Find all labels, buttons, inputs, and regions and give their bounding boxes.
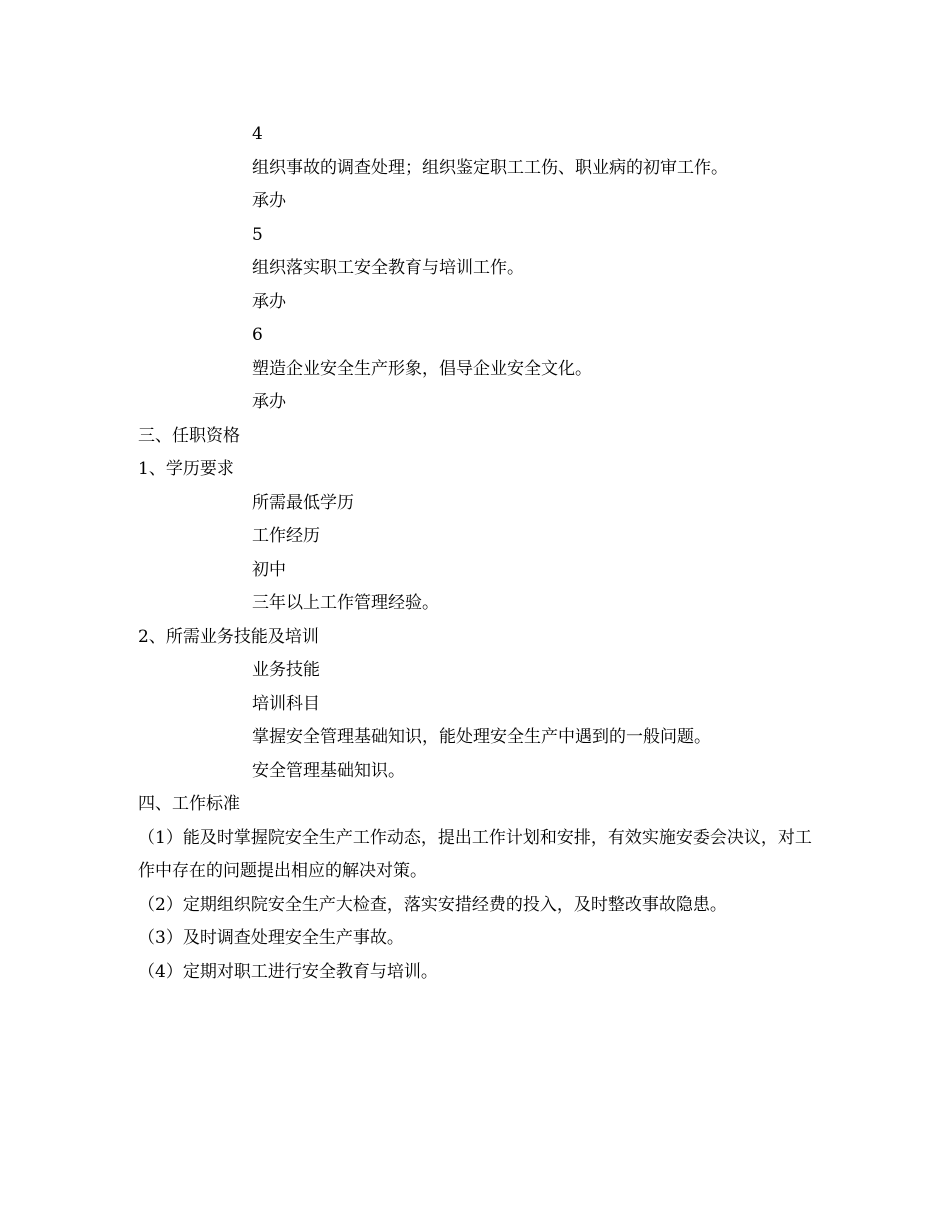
- value-skills: 掌握安全管理基础知识，能处理安全生产中遇到的一般问题。: [252, 727, 711, 747]
- duty-number: 5: [252, 224, 263, 245]
- standard-item-2: （2）定期组织院安全生产大检查，落实安措经费的投入，及时整改事故隐患。: [138, 894, 727, 915]
- value-experience: 三年以上工作管理经验。: [252, 593, 439, 613]
- label-training: 培训科目: [252, 693, 320, 714]
- document-body: [138, 118, 818, 989]
- duty-role: 承办: [252, 291, 286, 312]
- duty-number: 4: [252, 124, 263, 144]
- duty-number: 6: [252, 325, 263, 345]
- standard-item-4: （4）定期对职工进行安全教育与培训。: [138, 961, 438, 982]
- duty-text: 组织事故的调查处理；组织鉴定职工工伤、职业病的初审工作。: [252, 157, 728, 178]
- duty-text: 组织落实职工安全教育与培训工作。: [252, 258, 524, 278]
- value-training: 安全管理基础知识。: [252, 760, 405, 781]
- section-heading-qualifications: 三、任职资格: [138, 425, 240, 446]
- section-heading-standards: 四、工作标准: [138, 794, 240, 814]
- standard-item-3: （3）及时调查处理安全生产事故。: [138, 928, 404, 948]
- duty-text: 塑造企业安全生产形象，倡导企业安全文化。: [252, 358, 592, 379]
- duty-role: 承办: [252, 191, 286, 211]
- duty-item-5: [138, 219, 818, 320]
- subheading-education: 1、学历要求: [138, 459, 234, 479]
- subheading-skills: 2、所需业务技能及培训: [138, 626, 319, 647]
- duty-role: 承办: [252, 392, 286, 412]
- duty-item-4: [138, 118, 818, 219]
- label-experience: 工作经历: [252, 526, 320, 546]
- standard-item-1: （1）能及时掌握院安全生产工作动态，提出工作计划和安排，有效实施安委会决议，对工作中存在的问题提出相应的解决对策。: [138, 827, 812, 881]
- label-min-education: 所需最低学历: [252, 492, 354, 513]
- label-skills: 业务技能: [252, 660, 320, 680]
- duty-item-6: [138, 319, 818, 420]
- value-min-education: 初中: [252, 559, 286, 580]
